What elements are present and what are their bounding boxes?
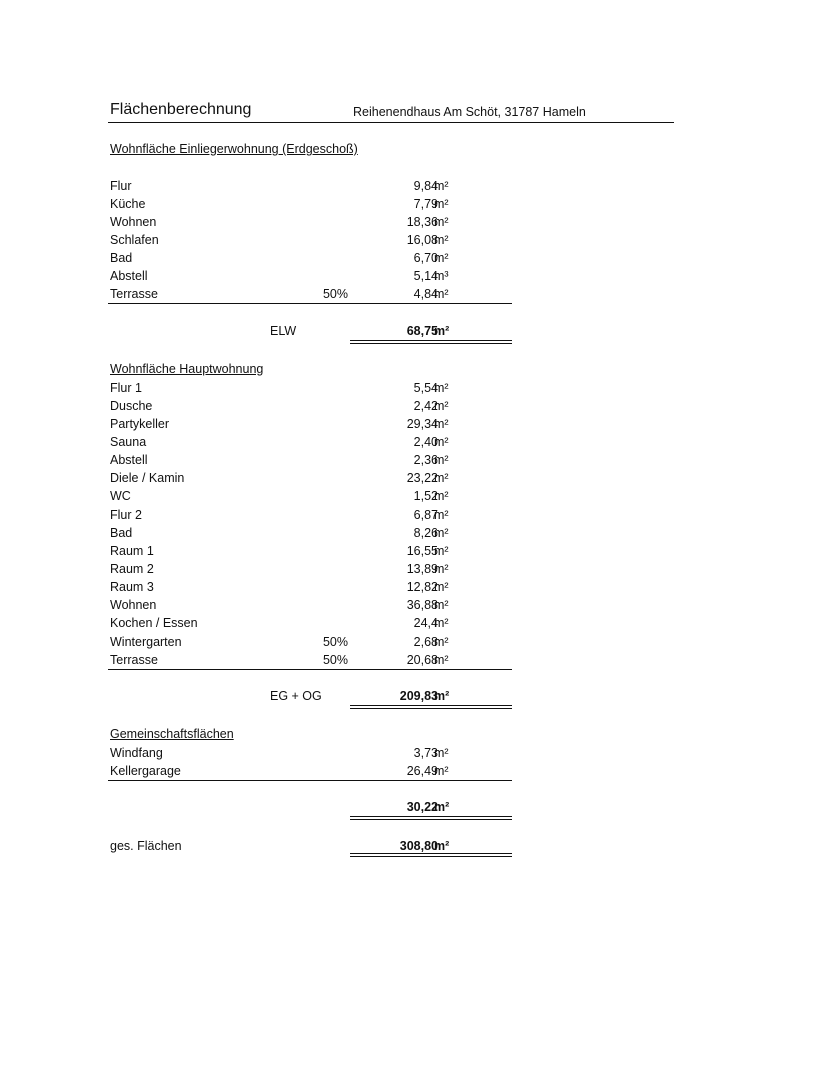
row-percent: 50%: [322, 287, 348, 301]
row-label: Terrasse: [110, 653, 158, 667]
row-unit: m²: [434, 399, 449, 413]
row-value: 3,73: [413, 746, 438, 760]
table-row: [110, 267, 455, 285]
row-value: 36,88: [406, 598, 438, 612]
table-row: [110, 633, 455, 651]
row-label: Bad: [110, 251, 133, 265]
row-label: Flur 1: [110, 381, 142, 395]
row-value: 1,52: [413, 489, 438, 503]
row-value: 18,36: [406, 215, 438, 229]
row-label: Raum 1: [110, 544, 154, 558]
row-unit: m²: [434, 764, 449, 778]
row-value: 9,84: [413, 179, 438, 193]
row-label: Raum 2: [110, 562, 154, 576]
double-underline: [350, 705, 512, 709]
row-label: Flur 2: [110, 508, 142, 522]
row-label: Wohnen: [110, 598, 157, 612]
table-row: [110, 213, 455, 231]
row-value: 2,36: [413, 453, 438, 467]
row-unit: m²: [434, 197, 449, 211]
subtotal-value: 30,22: [406, 800, 438, 814]
row-value: 24,4: [413, 616, 438, 630]
subtotal-label: ELW: [270, 324, 297, 338]
row-value: 5,54: [413, 381, 438, 395]
row-label: Kellergarage: [110, 764, 181, 778]
row-unit: m²: [434, 233, 449, 247]
subtotal-row: [110, 687, 455, 705]
row-unit: m²: [434, 179, 449, 193]
row-unit: m²: [434, 508, 449, 522]
row-value: 8,26: [413, 526, 438, 540]
row-label: Raum 3: [110, 580, 154, 594]
row-unit: m²: [434, 417, 449, 431]
row-percent: 50%: [322, 653, 348, 667]
table-row: [110, 651, 455, 669]
subtotal-rule: [108, 780, 512, 781]
table-row: [110, 285, 455, 303]
property-address: Reihenendhaus Am Schöt, 31787 Hameln: [353, 105, 586, 119]
table-row: [110, 487, 455, 505]
row-value: 2,42: [413, 399, 438, 413]
table-row: [110, 524, 455, 542]
double-underline: [350, 816, 512, 820]
row-unit: m²: [434, 453, 449, 467]
row-label: Abstell: [110, 269, 148, 283]
row-unit: m²: [434, 562, 449, 576]
row-value: 2,68: [413, 635, 438, 649]
table-row: [110, 195, 455, 213]
table-row: [110, 451, 455, 469]
row-label: Küche: [110, 197, 146, 211]
document-title: Flächenberechnung: [110, 101, 252, 118]
row-label: WC: [110, 489, 131, 503]
row-value: 12,82: [406, 580, 438, 594]
row-label: Wintergarten: [110, 635, 182, 649]
row-label: Schlafen: [110, 233, 159, 247]
table-row: [110, 415, 455, 433]
row-unit: m²: [434, 471, 449, 485]
row-unit: m²: [434, 616, 449, 630]
row-value: 2,40: [413, 435, 438, 449]
row-unit: m²: [434, 251, 449, 265]
row-value: 26,49: [406, 764, 438, 778]
row-unit: m³: [434, 269, 449, 283]
subtotal-rule: [108, 303, 512, 304]
table-row: [110, 379, 455, 397]
row-label: Dusche: [110, 399, 153, 413]
row-label: Flur: [110, 179, 132, 193]
table-row: [110, 578, 455, 596]
row-unit: m²: [434, 580, 449, 594]
row-label: Terrasse: [110, 287, 158, 301]
grand-total-unit: m²: [434, 839, 450, 853]
row-unit: m²: [434, 489, 449, 503]
table-row: [110, 177, 455, 195]
table-row: [110, 397, 455, 415]
row-value: 16,55: [406, 544, 438, 558]
row-label: Windfang: [110, 746, 163, 760]
subtotal-rule: [108, 669, 512, 670]
row-value: 16,08: [406, 233, 438, 247]
row-unit: m²: [434, 526, 449, 540]
section-heading-elw: Wohnfläche Einliegerwohnung (Erdgeschoß): [110, 142, 358, 156]
section-heading-main: Wohnfläche Hauptwohnung: [110, 362, 264, 376]
row-percent: 50%: [322, 635, 348, 649]
row-value: 13,89: [406, 562, 438, 576]
row-unit: m²: [434, 287, 449, 301]
subtotal-unit: m²: [434, 689, 450, 703]
row-unit: m²: [434, 635, 449, 649]
table-row: [110, 614, 455, 632]
row-label: Partykeller: [110, 417, 170, 431]
row-label: Abstell: [110, 453, 148, 467]
grand-total-value: 308,80: [399, 839, 438, 853]
row-unit: m²: [434, 544, 449, 558]
table-row: [110, 744, 455, 762]
row-label: Kochen / Essen: [110, 616, 198, 630]
section-heading-common: Gemeinschaftsflächen: [110, 727, 234, 741]
row-unit: m²: [434, 435, 449, 449]
subtotal-unit: m²: [434, 800, 450, 814]
row-value: 4,84: [413, 287, 438, 301]
subtotal-row: [110, 798, 455, 816]
table-row: [110, 249, 455, 267]
table-row: [110, 506, 455, 524]
table-row: [110, 560, 455, 578]
row-label: Bad: [110, 526, 133, 540]
row-label: Diele / Kamin: [110, 471, 185, 485]
row-value: 5,14: [413, 269, 438, 283]
double-underline: [350, 340, 512, 344]
subtotal-row: [110, 322, 455, 340]
row-unit: m²: [434, 215, 449, 229]
table-row: [110, 433, 455, 451]
header-rule: [108, 122, 674, 123]
subtotal-label: EG + OG: [270, 689, 322, 703]
row-value: 20,68: [406, 653, 438, 667]
row-label: Wohnen: [110, 215, 157, 229]
subtotal-value: 68,75: [406, 324, 438, 338]
subtotal-value: 209,83: [399, 689, 438, 703]
row-label: Sauna: [110, 435, 147, 449]
row-value: 6,70: [413, 251, 438, 265]
row-unit: m²: [434, 746, 449, 760]
table-row: [110, 542, 455, 560]
row-unit: m²: [434, 598, 449, 612]
subtotal-unit: m²: [434, 324, 450, 338]
row-value: 29,34: [406, 417, 438, 431]
grand-total-label: ges. Flächen: [110, 839, 182, 853]
row-value: 7,79: [413, 197, 438, 211]
row-value: 23,22: [406, 471, 438, 485]
table-row: [110, 762, 455, 780]
double-underline: [350, 853, 512, 857]
table-row: [110, 231, 455, 249]
table-row: [110, 596, 455, 614]
row-value: 6,87: [413, 508, 438, 522]
row-unit: m²: [434, 653, 449, 667]
table-row: [110, 469, 455, 487]
row-unit: m²: [434, 381, 449, 395]
